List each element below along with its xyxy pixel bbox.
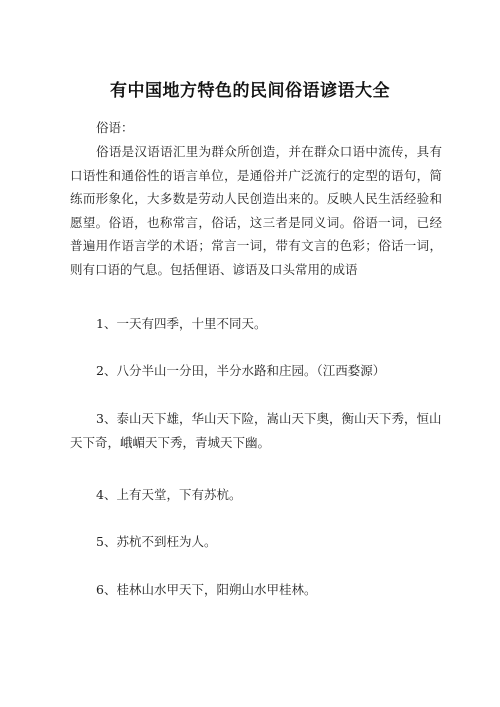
proverb-item: 5、苏杭不到枉为人。 xyxy=(96,534,217,549)
document-title: 有中国地方特色的民间俗语谚语大全 xyxy=(110,81,390,101)
proverb-item: 4、上有天堂，下有苏杭。 xyxy=(96,487,242,502)
intro-paragraph: 俗语是汉语语汇里为群众所创造，并在群众口语中流传，具有口语性和通俗性的语言单位，是通俗并广泛流行的定型的语句，简练而形象化，大多数是劳动人民创造出来的。反映人民生活经验和愿望。俗语，也称常言，俗话，这三者是同义词。俗语一词，已经普遍用作语言学的术语；常言一词，带有文言的色彩；俗话一词，则有口语的气息。包括俚语、谚语及口头常用的成语 xyxy=(70,144,442,277)
proverb-item: 6、桂林山水甲天下，阳朔山水甲桂林。 xyxy=(96,582,317,597)
proverb-item: 2、八分半山一分田，半分水路和庄园。（江西婺源） xyxy=(96,363,386,378)
section-label: 俗语： xyxy=(96,120,134,135)
proverb-item: 3、泰山天下雄，华山天下险，嵩山天下奥，衡山天下秀，恒山天下奇，峨嵋天下秀，青城天下幽。 xyxy=(70,411,442,450)
proverb-item: 1、一天有四季，十里不同天。 xyxy=(96,316,267,331)
